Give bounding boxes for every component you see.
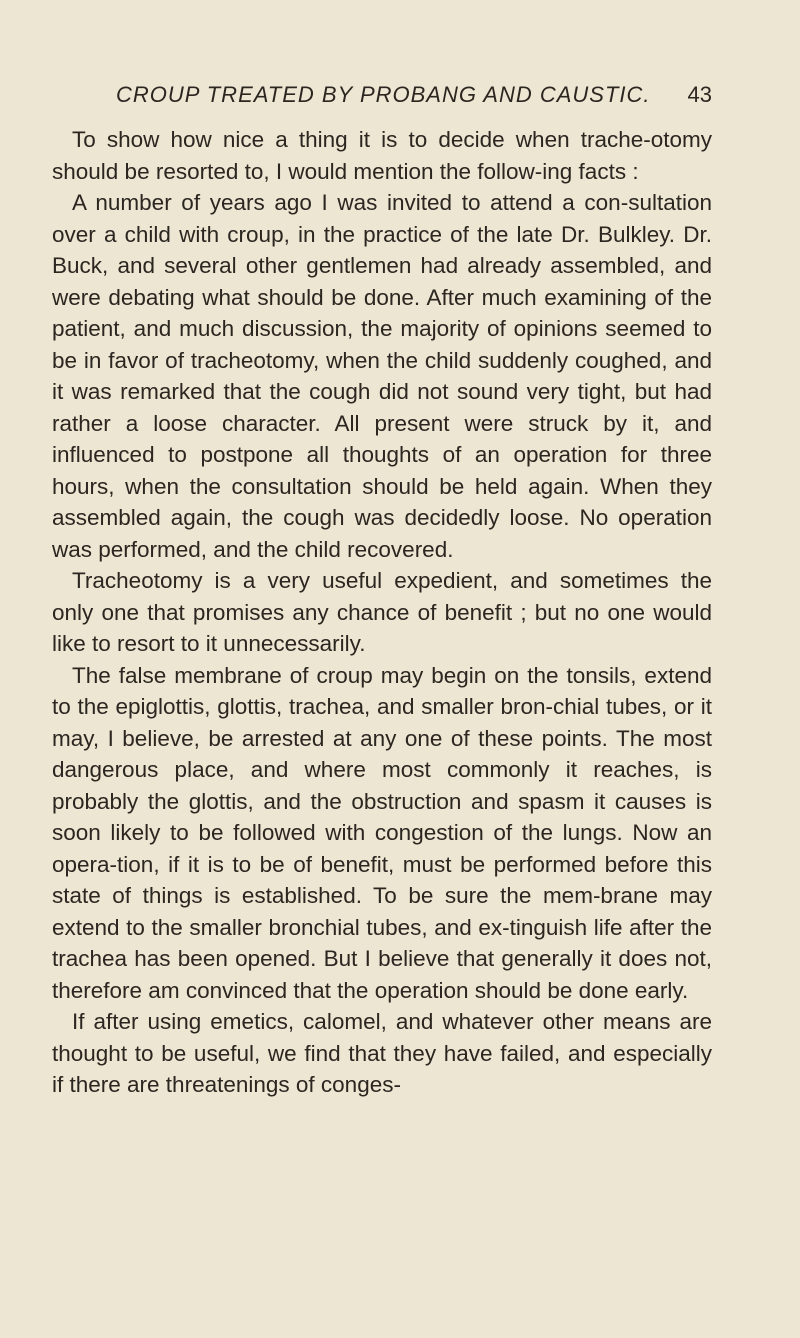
page-number: 43 [687,82,712,107]
paragraph: Tracheotomy is a very useful expedient, and sometimes the only one that promises any chance of benefit ; but no one would like to resort to it unnecessarily. [52,568,712,656]
body-text [52,124,712,1101]
running-head [52,82,712,114]
paragraph: To show how nice a thing it is to decide when trache-otomy should be resorted to, I would mention the follow-ing facts : [52,127,712,184]
paragraph: If after using emetics, calomel, and whatever other means are thought to be useful, we find that they have failed, and especially if there are threatenings of conges- [52,1009,712,1097]
paragraph: The false membrane of croup may begin on the tonsils, extend to the epiglottis, glottis, trachea, and smaller bron-chial tubes, or it may, I believe, be arrested at any one of these points. The most dangerous place, and where most commonly it reaches, is probably the glottis, and the obstruction and spasm it causes is soon likely to be followed with congestion of the lungs. Now an opera-tion, if it is to be of benefit, must be performed before this state of things is established. To be sure the mem-brane may extend to the smaller bronchial tubes, and ex-tinguish life after the trachea has been opened. But I believe that generally it does not, therefore am convinced that the operation should be done early. [52,662,712,1003]
running-title: CROUP TREATED BY PROBANG AND CAUSTIC. [116,82,651,107]
paragraph: A number of years ago I was invited to attend a con-sultation over a child with croup, in the practice of the late Dr. Bulkley. Dr. Buck, and several other gentlemen had already assembled, and were debating what should be done. After much examining of the patient, and much discussion, the majority of opinions seemed to be in favor of tracheotomy, when the child suddenly coughed, and it was remarked that the cough did not sound very tight, but had rather a loose character. All present were struck by it, and influenced to postpone all thoughts of an operation for three hours, when the consultation should be held again. When they assembled again, the cough was decidedly loose. No operation was performed, and the child recovered. [52,190,712,562]
